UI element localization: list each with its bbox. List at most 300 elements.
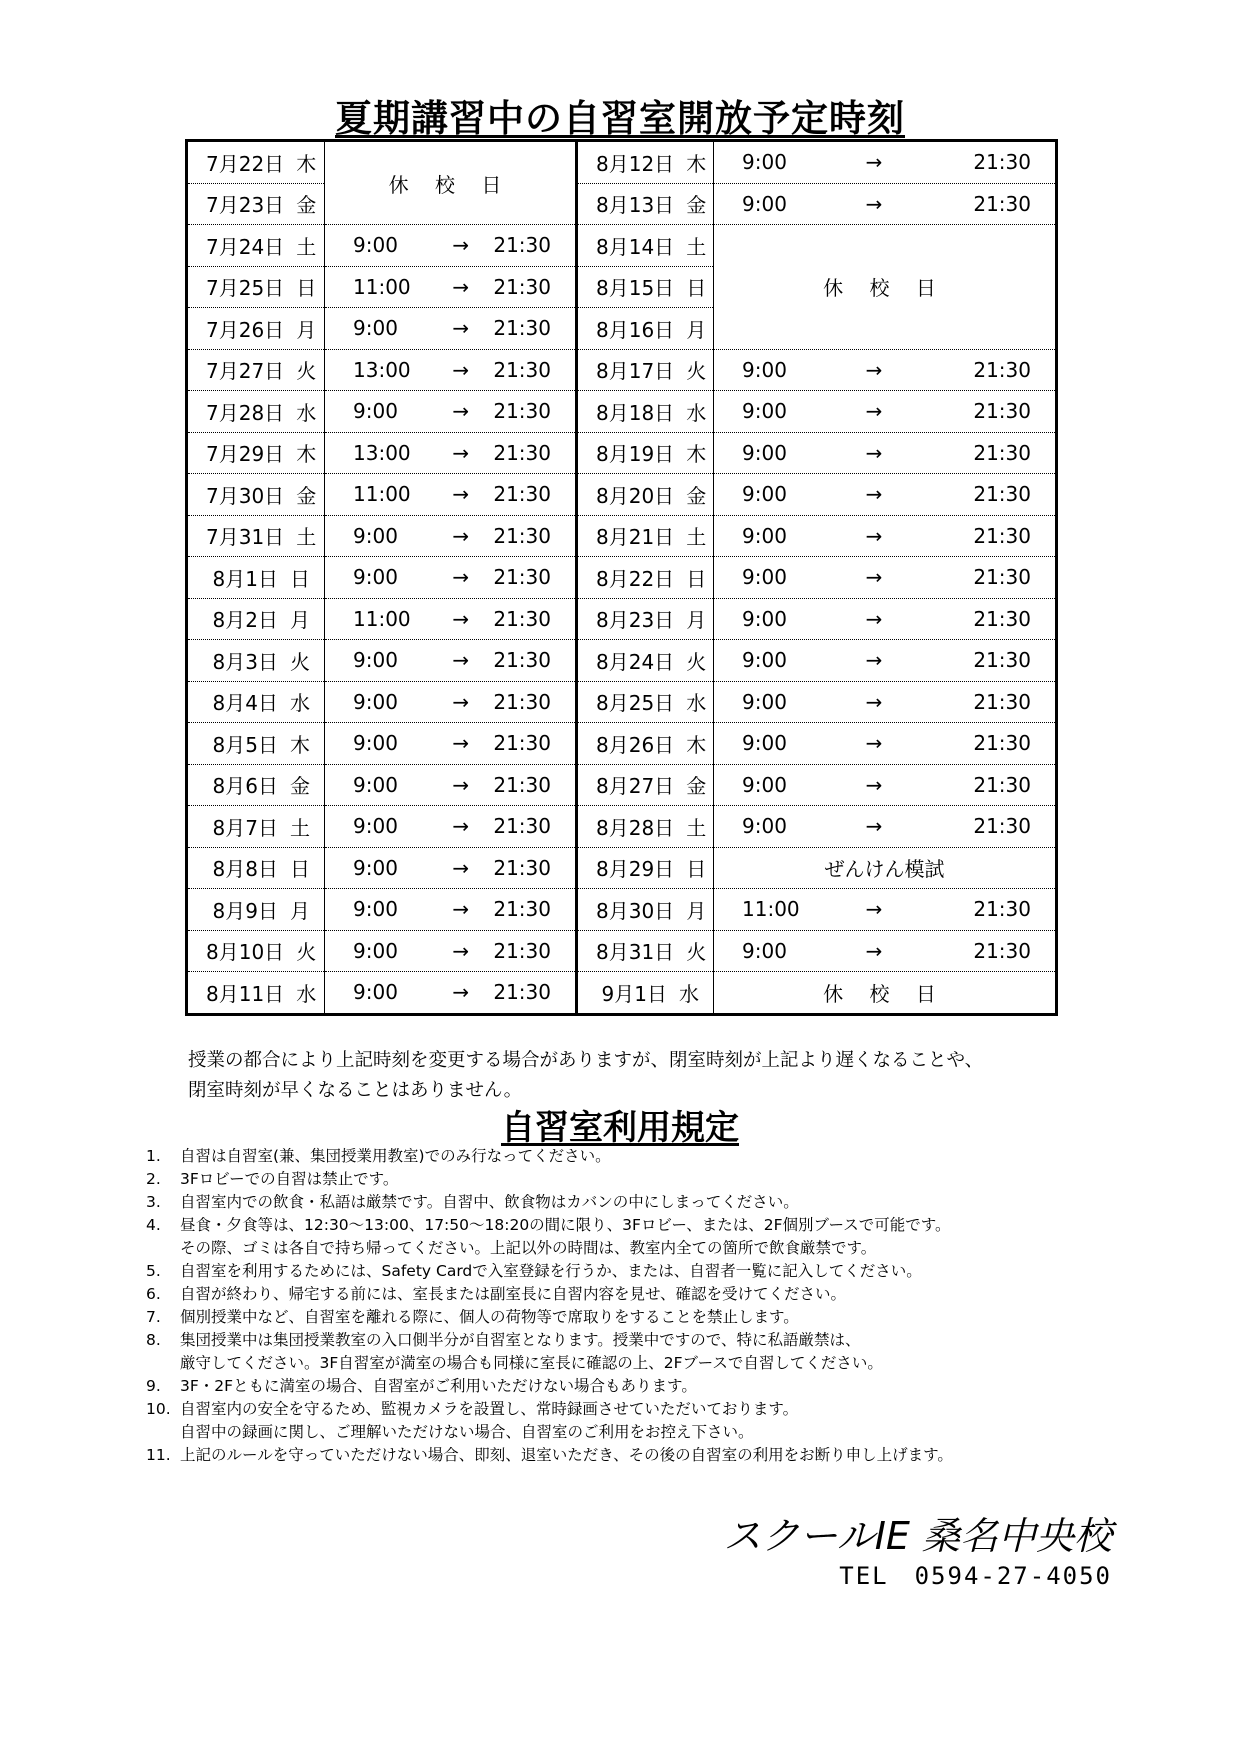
time-cell xyxy=(325,432,577,474)
arrow: → xyxy=(452,731,470,756)
schedule-row xyxy=(187,681,1057,723)
close-time: 21:30 xyxy=(973,440,1031,465)
date: 8月28日 xyxy=(596,815,675,840)
date: 8月5日 xyxy=(212,732,278,757)
weekday: 水 xyxy=(296,981,317,1006)
close-time: 21:30 xyxy=(973,150,1031,175)
weekday: 水 xyxy=(679,981,699,1006)
open-time: 9:00 xyxy=(353,316,398,341)
date: 9月1日 xyxy=(601,981,667,1006)
open-time: 9:00 xyxy=(742,689,787,714)
arrow: → xyxy=(452,648,470,673)
close-time: 21:30 xyxy=(973,606,1031,631)
schedule-row xyxy=(187,640,1057,682)
weekday: 木 xyxy=(296,151,317,176)
rule-number: 11. xyxy=(146,1446,171,1464)
time-cell xyxy=(325,557,577,599)
open-time: 11:00 xyxy=(353,274,411,299)
close-time: 21:30 xyxy=(973,689,1031,714)
time-cell xyxy=(325,889,577,931)
rule-number: 10. xyxy=(146,1400,171,1418)
date: 8月26日 xyxy=(596,732,675,757)
open-time: 9:00 xyxy=(742,731,787,756)
time-cell xyxy=(325,930,577,972)
date-cell xyxy=(187,847,325,889)
rule-number: 8. xyxy=(146,1331,161,1349)
close-time: 21:30 xyxy=(973,648,1031,673)
arrow: → xyxy=(865,938,883,963)
open-time: 9:00 xyxy=(353,565,398,590)
rule-text: 3F・2Fともに満室の場合、自習室がご利用いただけない場合もあります。 xyxy=(180,1377,697,1395)
date-cell xyxy=(577,598,714,640)
rule-text: 厳守してください。3F自習室が満室の場合も同様に室長に確認の上、2Fブースで自習してください。 xyxy=(180,1354,883,1372)
schedule-note xyxy=(188,1046,983,1106)
date: 8月10日 xyxy=(206,940,285,965)
schedule-row xyxy=(187,432,1057,474)
date-cell xyxy=(577,764,714,806)
rule-number: 2. xyxy=(146,1170,161,1188)
arrow: → xyxy=(865,731,883,756)
time-cell xyxy=(325,474,577,516)
open-time: 9:00 xyxy=(742,399,787,424)
weekday: 金 xyxy=(290,774,310,799)
arrow: → xyxy=(452,772,470,797)
date-cell xyxy=(187,225,325,267)
time-cell xyxy=(714,391,1057,433)
close-time: 21:30 xyxy=(493,482,551,507)
close-time: 21:30 xyxy=(493,855,551,880)
arrow: → xyxy=(865,689,883,714)
telephone: TEL 0594-27-4050 xyxy=(839,1562,1112,1590)
date-cell xyxy=(577,889,714,931)
date: 8月7日 xyxy=(212,815,278,840)
schedule-row xyxy=(187,183,1057,225)
time-cell xyxy=(714,806,1057,848)
close-time: 21:30 xyxy=(493,606,551,631)
weekday: 月 xyxy=(296,317,317,342)
close-time: 21:30 xyxy=(493,980,551,1005)
arrow: → xyxy=(452,523,470,548)
open-time: 9:00 xyxy=(353,731,398,756)
time-cell xyxy=(325,515,577,557)
weekday: 土 xyxy=(686,234,707,259)
rule-number: 4. xyxy=(146,1216,161,1234)
date: 8月2日 xyxy=(212,608,278,633)
schedule-table xyxy=(185,139,1058,1016)
weekday: 木 xyxy=(290,732,310,757)
close-time: 21:30 xyxy=(973,357,1031,382)
time-cell xyxy=(325,640,577,682)
arrow: → xyxy=(452,274,470,299)
schedule-row xyxy=(187,141,1057,184)
arrow: → xyxy=(865,482,883,507)
date-cell xyxy=(187,474,325,516)
rule-text: 3Fロビーでの自習は禁止です。 xyxy=(180,1170,399,1188)
close-time: 21:30 xyxy=(973,523,1031,548)
open-time: 9:00 xyxy=(742,938,787,963)
date: 8月13日 xyxy=(596,193,675,218)
rule-number: 6. xyxy=(146,1285,161,1303)
weekday: 日 xyxy=(686,276,707,301)
date: 7月22日 xyxy=(206,151,285,176)
date: 8月17日 xyxy=(596,359,675,384)
arrow: → xyxy=(452,399,470,424)
date: 8月19日 xyxy=(596,442,675,467)
arrow: → xyxy=(452,689,470,714)
schedule-row xyxy=(187,598,1057,640)
weekday: 日 xyxy=(290,566,310,591)
weekday: 火 xyxy=(686,649,707,674)
arrow: → xyxy=(865,523,883,548)
arrow: → xyxy=(452,938,470,963)
time-cell xyxy=(325,225,577,267)
date: 8月21日 xyxy=(596,525,675,550)
page-title: 夏期講習中の自習室開放予定時刻 xyxy=(335,97,905,140)
open-time: 9:00 xyxy=(742,606,787,631)
open-time: 11:00 xyxy=(353,606,411,631)
time-cell xyxy=(325,972,577,1015)
date: 8月1日 xyxy=(212,566,278,591)
time-cell xyxy=(325,349,577,391)
date-cell xyxy=(187,391,325,433)
rule-item xyxy=(146,1237,1146,1260)
open-time: 9:00 xyxy=(742,482,787,507)
weekday: 火 xyxy=(290,649,310,674)
date-cell xyxy=(577,557,714,599)
rule-item xyxy=(146,1398,1146,1421)
weekday: 金 xyxy=(686,483,707,508)
rule-item xyxy=(146,1283,1146,1306)
time-cell xyxy=(325,681,577,723)
weekday: 日 xyxy=(686,566,707,591)
date-cell xyxy=(187,349,325,391)
date-cell xyxy=(187,183,325,225)
schedule-row xyxy=(187,349,1057,391)
close-time: 21:30 xyxy=(493,440,551,465)
open-time: 9:00 xyxy=(742,814,787,839)
weekday: 木 xyxy=(686,732,707,757)
weekday: 月 xyxy=(686,317,707,342)
arrow: → xyxy=(452,606,470,631)
arrow: → xyxy=(452,482,470,507)
arrow: → xyxy=(452,565,470,590)
rule-number: 5. xyxy=(146,1262,161,1280)
arrow: → xyxy=(452,316,470,341)
date-cell xyxy=(577,640,714,682)
closed-cell: 休 校 日 xyxy=(714,225,1057,350)
date: 7月24日 xyxy=(206,234,285,259)
open-time: 11:00 xyxy=(353,482,411,507)
open-time: 9:00 xyxy=(353,399,398,424)
weekday: 金 xyxy=(686,774,707,799)
date: 8月18日 xyxy=(596,400,675,425)
schedule-row xyxy=(187,557,1057,599)
date-cell xyxy=(577,972,714,1015)
date-cell xyxy=(187,598,325,640)
open-time: 9:00 xyxy=(353,648,398,673)
weekday: 水 xyxy=(290,691,310,716)
arrow: → xyxy=(865,897,883,922)
rule-item xyxy=(146,1168,1146,1191)
schedule-row xyxy=(187,847,1057,889)
schedule-row xyxy=(187,889,1057,931)
rule-item xyxy=(146,1260,1146,1283)
date-cell xyxy=(577,806,714,848)
date: 7月30日 xyxy=(206,483,285,508)
schedule-row xyxy=(187,806,1057,848)
date-cell xyxy=(577,847,714,889)
time-cell xyxy=(325,598,577,640)
date-cell xyxy=(577,432,714,474)
arrow: → xyxy=(865,814,883,839)
time-cell xyxy=(714,474,1057,516)
date-cell xyxy=(187,640,325,682)
date: 8月3日 xyxy=(212,649,278,674)
open-time: 13:00 xyxy=(353,440,411,465)
date: 8月27日 xyxy=(596,774,675,799)
date-cell xyxy=(187,515,325,557)
open-time: 9:00 xyxy=(353,689,398,714)
arrow: → xyxy=(865,357,883,382)
schedule-row xyxy=(187,225,1057,267)
close-time: 21:30 xyxy=(493,233,551,258)
weekday: 火 xyxy=(296,359,317,384)
open-time: 9:00 xyxy=(742,523,787,548)
schedule-row xyxy=(187,972,1057,1015)
rule-number: 1. xyxy=(146,1147,161,1165)
arrow: → xyxy=(865,150,883,175)
open-time: 9:00 xyxy=(742,565,787,590)
rule-text: 自習が終わり、帰宅する前には、室長または副室長に自習内容を見せ、確認を受けてください。 xyxy=(180,1285,847,1303)
time-cell xyxy=(714,681,1057,723)
rule-text: 自習中の録画に関し、ご理解いただけない場合、自習室のご利用をお控え下さい。 xyxy=(180,1423,754,1441)
date: 8月23日 xyxy=(596,608,675,633)
closed-cell: 休 校 日 xyxy=(325,141,577,225)
time-cell xyxy=(714,640,1057,682)
date: 8月25日 xyxy=(596,691,675,716)
open-time: 11:00 xyxy=(742,897,800,922)
open-time: 9:00 xyxy=(742,648,787,673)
schedule-row xyxy=(187,723,1057,765)
time-cell xyxy=(325,806,577,848)
time-cell xyxy=(714,141,1057,184)
weekday: 木 xyxy=(686,442,707,467)
rule-item xyxy=(146,1352,1146,1375)
rule-item xyxy=(146,1329,1146,1352)
weekday: 月 xyxy=(686,898,707,923)
arrow: → xyxy=(452,897,470,922)
rule-number: 7. xyxy=(146,1308,161,1326)
arrow: → xyxy=(865,191,883,216)
date-cell xyxy=(187,889,325,931)
open-time: 9:00 xyxy=(353,772,398,797)
close-time: 21:30 xyxy=(973,731,1031,756)
date-cell xyxy=(577,141,714,184)
date-cell xyxy=(577,681,714,723)
date-cell xyxy=(187,764,325,806)
date-cell xyxy=(187,681,325,723)
close-time: 21:30 xyxy=(973,814,1031,839)
rule-text: 昼食・夕食等は、12:30～13:00、17:50～18:20の間に限り、3Fロビー、または、2F個別ブースで可能です。 xyxy=(180,1216,951,1234)
rule-text: 上記のルールを守っていただけない場合、即刻、退室いただき、その後の自習室の利用をお断り申し上げます。 xyxy=(180,1446,953,1464)
close-time: 21:30 xyxy=(973,565,1031,590)
date: 8月11日 xyxy=(206,981,285,1006)
weekday: 金 xyxy=(296,193,317,218)
arrow: → xyxy=(452,357,470,382)
open-time: 9:00 xyxy=(742,772,787,797)
date: 8月29日 xyxy=(596,857,675,882)
open-time: 9:00 xyxy=(353,523,398,548)
rule-item xyxy=(146,1214,1146,1237)
date: 8月8日 xyxy=(212,857,278,882)
rules-title: 自習室利用規定 xyxy=(501,1108,739,1148)
date: 8月9日 xyxy=(212,898,278,923)
date: 8月30日 xyxy=(596,898,675,923)
weekday: 土 xyxy=(290,815,310,840)
close-time: 21:30 xyxy=(493,689,551,714)
time-cell xyxy=(714,432,1057,474)
date-cell xyxy=(577,349,714,391)
arrow: → xyxy=(865,772,883,797)
date: 7月29日 xyxy=(206,442,285,467)
date-cell xyxy=(577,225,714,267)
open-time: 9:00 xyxy=(353,938,398,963)
rule-number: 3. xyxy=(146,1193,161,1211)
arrow: → xyxy=(865,648,883,673)
arrow: → xyxy=(452,814,470,839)
time-cell xyxy=(714,930,1057,972)
date: 7月26日 xyxy=(206,317,285,342)
schedule-row xyxy=(187,930,1057,972)
arrow: → xyxy=(865,440,883,465)
rule-text: 自習は自習室(兼、集団授業用教室)でのみ行なってください。 xyxy=(180,1147,611,1165)
weekday: 木 xyxy=(686,151,707,176)
time-cell xyxy=(714,598,1057,640)
rule-text: 自習室を利用するためには、Safety Cardで入室登録を行うか、または、自習者一覧に記入してください。 xyxy=(180,1262,922,1280)
date-cell xyxy=(577,474,714,516)
date-cell xyxy=(187,432,325,474)
close-time: 21:30 xyxy=(493,648,551,673)
close-time: 21:30 xyxy=(493,938,551,963)
date-cell xyxy=(577,515,714,557)
rule-text: 集団授業中は集団授業教室の入口側半分が自習室となります。授業中ですので、特に私語厳禁は、 xyxy=(180,1331,861,1349)
weekday: 土 xyxy=(686,525,707,550)
date: 8月20日 xyxy=(596,483,675,508)
school-name: スクールIE 桑名中央校 xyxy=(723,1514,1112,1558)
time-cell xyxy=(325,764,577,806)
open-time: 9:00 xyxy=(742,150,787,175)
date: 7月28日 xyxy=(206,400,285,425)
rule-item xyxy=(146,1444,1146,1467)
open-time: 9:00 xyxy=(742,357,787,382)
date-cell xyxy=(187,806,325,848)
date: 8月4日 xyxy=(212,691,278,716)
weekday: 月 xyxy=(686,608,707,633)
open-time: 9:00 xyxy=(742,440,787,465)
rule-item xyxy=(146,1191,1146,1214)
weekday: 月 xyxy=(290,898,310,923)
close-time: 21:30 xyxy=(493,357,551,382)
date-cell xyxy=(577,266,714,308)
date-cell xyxy=(577,723,714,765)
arrow: → xyxy=(452,980,470,1005)
open-time: 9:00 xyxy=(353,980,398,1005)
date-cell xyxy=(577,930,714,972)
weekday: 水 xyxy=(686,400,707,425)
weekday: 日 xyxy=(296,276,317,301)
time-cell xyxy=(325,308,577,350)
close-time: 21:30 xyxy=(973,482,1031,507)
date: 8月24日 xyxy=(596,649,675,674)
time-cell xyxy=(714,723,1057,765)
date: 8月16日 xyxy=(596,317,675,342)
schedule-row xyxy=(187,391,1057,433)
note-line: 閉室時刻が早くなることはありません。 xyxy=(188,1080,523,1101)
open-time: 9:00 xyxy=(353,897,398,922)
rule-item xyxy=(146,1145,1146,1168)
time-cell xyxy=(714,349,1057,391)
weekday: 金 xyxy=(686,193,707,218)
open-time: 9:00 xyxy=(353,855,398,880)
close-time: 21:30 xyxy=(493,274,551,299)
date: 7月25日 xyxy=(206,276,285,301)
open-time: 13:00 xyxy=(353,357,411,382)
close-time: 21:30 xyxy=(973,938,1031,963)
date: 8月22日 xyxy=(596,566,675,591)
rule-item xyxy=(146,1421,1146,1444)
date: 8月15日 xyxy=(596,276,675,301)
weekday: 月 xyxy=(290,608,310,633)
note-line: 授業の都合により上記時刻を変更する場合がありますが、閉室時刻が上記より遅くなることや、 xyxy=(188,1050,984,1071)
arrow: → xyxy=(452,233,470,258)
time-cell xyxy=(714,764,1057,806)
weekday: 水 xyxy=(296,400,317,425)
open-time: 9:00 xyxy=(353,233,398,258)
weekday: 火 xyxy=(686,940,707,965)
arrow: → xyxy=(865,399,883,424)
weekday: 火 xyxy=(686,359,707,384)
close-time: 21:30 xyxy=(493,731,551,756)
weekday: 土 xyxy=(296,525,317,550)
rule-number: 9. xyxy=(146,1377,161,1395)
rule-item xyxy=(146,1306,1146,1329)
arrow: → xyxy=(865,565,883,590)
close-time: 21:30 xyxy=(493,316,551,341)
date: 7月31日 xyxy=(206,525,285,550)
weekday: 土 xyxy=(296,234,317,259)
weekday: 火 xyxy=(296,940,317,965)
special-event: ぜんけん模試 xyxy=(714,847,1057,889)
rule-number xyxy=(146,1352,180,1375)
close-time: 21:30 xyxy=(493,523,551,548)
close-time: 21:30 xyxy=(493,772,551,797)
date-cell xyxy=(187,930,325,972)
date-cell xyxy=(187,141,325,184)
arrow: → xyxy=(452,855,470,880)
date-cell xyxy=(187,266,325,308)
time-cell xyxy=(714,515,1057,557)
date-cell xyxy=(187,557,325,599)
date: 8月14日 xyxy=(596,234,675,259)
date-cell xyxy=(577,308,714,350)
schedule-row xyxy=(187,474,1057,516)
close-time: 21:30 xyxy=(973,772,1031,797)
rules-list xyxy=(146,1145,1146,1467)
date: 7月27日 xyxy=(206,359,285,384)
time-cell xyxy=(714,889,1057,931)
weekday: 土 xyxy=(686,815,707,840)
closed-cell: 休 校 日 xyxy=(823,981,946,1006)
